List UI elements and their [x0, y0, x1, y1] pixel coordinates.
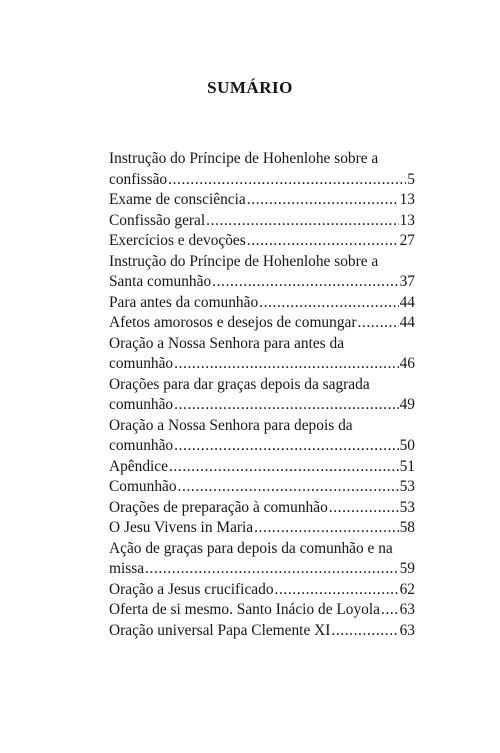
toc-page-number: 62 — [399, 580, 415, 598]
toc-entry — [109, 621, 415, 642]
dot-leader — [145, 559, 399, 580]
toc-entry-title: Oração a Nossa Senhora para antes da — [109, 334, 345, 352]
toc-entry — [109, 518, 415, 539]
toc-page-number: 58 — [399, 519, 415, 536]
toc-page-number: 63 — [399, 621, 415, 639]
toc-entry-title: Santa comunhão — [109, 273, 212, 290]
dot-leader — [381, 600, 399, 621]
toc-page-number: 13 — [399, 211, 415, 229]
toc-entry — [109, 211, 415, 232]
toc-entry-title: Oração a Jesus crucificado — [109, 580, 274, 598]
toc-entry — [109, 190, 415, 211]
dot-leader — [174, 354, 398, 375]
toc-page-number: 44 — [399, 293, 415, 311]
toc-entry-continued — [109, 252, 415, 273]
toc-entry — [109, 231, 415, 252]
toc-entry-title: confissão — [109, 170, 168, 188]
dot-leader — [206, 211, 398, 232]
dot-leader — [169, 457, 399, 478]
toc-page-number: 46 — [399, 355, 415, 372]
toc-entry — [109, 354, 415, 375]
toc-page-number: 49 — [399, 396, 415, 413]
dot-leader — [174, 395, 398, 416]
toc-page-number: 53 — [399, 498, 415, 516]
dot-leader — [212, 272, 398, 293]
toc-entry-continued — [109, 416, 415, 437]
toc-entry — [109, 272, 415, 293]
toc-entry-title: Para antes da comunhão — [109, 293, 259, 311]
toc-entry-continued — [109, 539, 415, 560]
toc-entry-title: O Jesu Vivens in Maria — [109, 519, 254, 536]
toc-entry-continued — [109, 149, 415, 170]
toc-entry-title: comunhão — [109, 396, 174, 413]
toc-entry — [109, 395, 415, 416]
dot-leader — [247, 190, 399, 211]
toc-page-number: 53 — [399, 478, 415, 495]
toc-entry-title: Exame de consciência — [109, 191, 246, 208]
dot-leader — [178, 477, 399, 498]
toc-entry — [109, 436, 415, 457]
toc-entry-continued — [109, 334, 415, 355]
dot-leader — [259, 293, 398, 314]
dot-leader — [168, 170, 406, 191]
toc-entry-title: Ação de graças para depois da comunhão e na — [109, 539, 393, 557]
toc-entry — [109, 293, 415, 314]
toc-entry-title: comunhão — [109, 355, 174, 372]
dot-leader — [329, 498, 399, 519]
toc-entry — [109, 170, 415, 191]
dot-leader — [331, 621, 398, 642]
toc-entry — [109, 457, 415, 478]
dot-leader — [254, 518, 398, 539]
toc-entry — [109, 600, 415, 621]
toc-entry-title: Orações de preparação à comunhão — [109, 498, 328, 516]
toc-page-number: 37 — [399, 273, 415, 290]
toc-page-number: 44 — [399, 314, 415, 331]
toc-entry — [109, 477, 415, 498]
toc-entry-title: Comunhão — [109, 478, 177, 495]
toc-entry-title: Confissão geral — [109, 211, 206, 229]
toc-entry — [109, 559, 415, 580]
toc-page-number: 13 — [399, 191, 415, 208]
toc-entry-title: Oração universal Papa Clemente XI — [109, 621, 331, 639]
toc-entry-continued — [109, 375, 415, 396]
page-title: SUMÁRIO — [207, 78, 293, 97]
toc-entry — [109, 498, 415, 519]
toc-entry-title: Exercícios e devoções — [109, 232, 246, 249]
toc-entry-title: missa — [109, 560, 145, 577]
toc-entry-title: Orações para dar graças depois da sagrada — [109, 375, 370, 393]
toc-page-number: 51 — [399, 457, 415, 475]
toc-entry — [109, 313, 415, 334]
toc-entry — [109, 580, 415, 601]
dot-leader — [247, 231, 399, 252]
toc-entry-title: Instrução do Príncipe de Hohenlohe sobre a — [109, 252, 379, 270]
toc-entry-title: Apêndice — [109, 457, 168, 475]
dot-leader — [357, 313, 398, 334]
toc-entry-title: Afetos amorosos e desejos de comungar — [109, 314, 357, 331]
toc-entry-title: Oferta de si mesmo. Santo Inácio de Loyola — [109, 601, 380, 618]
toc-page-number: 50 — [399, 437, 415, 454]
toc-entry-title: comunhão — [109, 437, 174, 454]
table-of-contents — [109, 149, 415, 641]
toc-entry-title: Oração a Nossa Senhora para depois da — [109, 416, 353, 434]
toc-page-number: 63 — [399, 601, 415, 618]
toc-entry-title: Instrução do Príncipe de Hohenlohe sobre a — [109, 150, 379, 167]
dot-leader — [174, 436, 398, 457]
toc-page-number: 59 — [399, 560, 415, 577]
toc-page-number: 27 — [399, 232, 415, 249]
dot-leader — [275, 580, 399, 601]
toc-page-number: 5 — [407, 170, 415, 188]
